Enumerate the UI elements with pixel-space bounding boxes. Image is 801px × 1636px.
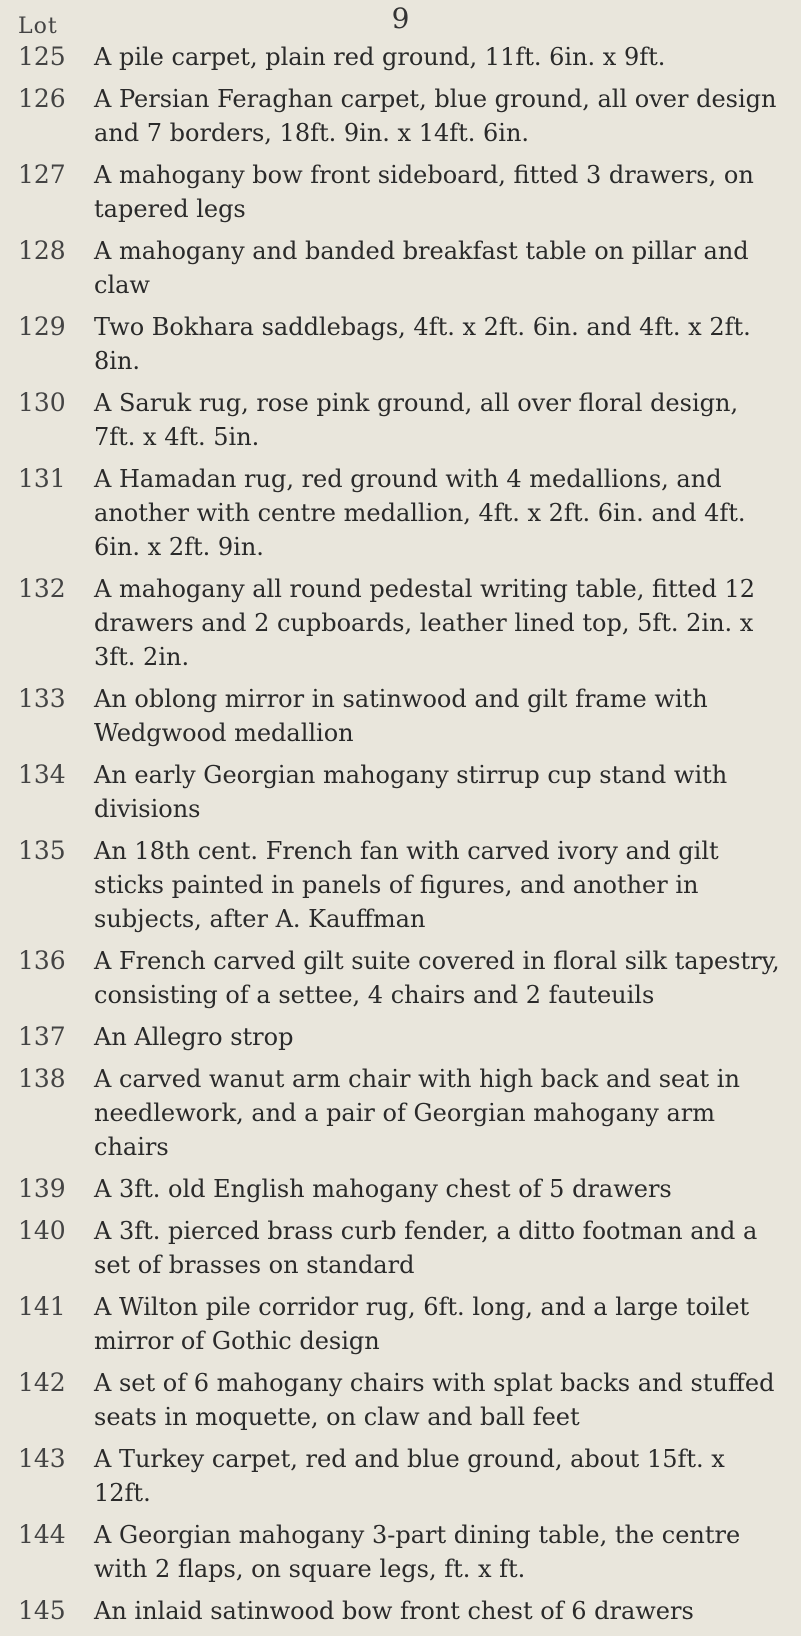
lot-entry — [0, 758, 801, 826]
lot-entry — [0, 944, 801, 1012]
lot-description: A Saruk rug, rose pink ground, all over floral design, 7ft. x 4ft. 5in. — [94, 389, 739, 451]
lot-number: 139 — [18, 1174, 66, 1203]
lot-number: 141 — [18, 1292, 66, 1321]
lot-description: A pile carpet, plain red ground, 11ft. 6in. x 9ft. — [94, 43, 666, 71]
lot-description: Two Bokhara saddlebags, 4ft. x 2ft. 6in. and 4ft. x 2ft. 8in. — [94, 313, 751, 375]
lot-description: A 3ft. old English mahogany chest of 5 drawers — [94, 1175, 672, 1203]
lot-number: 133 — [18, 684, 66, 713]
lot-number: 137 — [18, 1022, 66, 1051]
lot-description: An Allegro strop — [94, 1023, 294, 1051]
lot-number: 135 — [18, 836, 66, 865]
lot-entry — [0, 1594, 801, 1628]
lot-number: 130 — [18, 388, 66, 417]
lot-entry — [0, 234, 801, 302]
lot-description: An early Georgian mahogany stirrup cup stand with divisions — [94, 761, 728, 823]
page-number: 9 — [391, 2, 410, 35]
lot-list — [0, 40, 801, 1636]
lot-column-header: Lot — [18, 14, 58, 39]
lot-entry — [0, 682, 801, 750]
lot-number: 145 — [18, 1596, 66, 1625]
lot-description: An inlaid satinwood bow front chest of 6 drawers — [94, 1597, 694, 1625]
lot-number: 132 — [18, 574, 66, 603]
lot-description: A Turkey carpet, red and blue ground, about 15ft. x 12ft. — [94, 1445, 725, 1507]
lot-description: A mahogany and banded breakfast table on pillar and claw — [94, 237, 749, 299]
lot-entry — [0, 1020, 801, 1054]
lot-description: A 3ft. pierced brass curb fender, a ditto footman and a set of brasses on standard — [94, 1217, 758, 1279]
lot-description: A French carved gilt suite covered in floral silk tapestry, consisting of a settee, 4 chairs and 2 fauteuils — [94, 947, 780, 1009]
lot-entry — [0, 1214, 801, 1282]
lot-number: 129 — [18, 312, 66, 341]
lot-entry — [0, 310, 801, 378]
lot-description: A Persian Feraghan carpet, blue ground, all over design and 7 borders, 18ft. 9in. x 14ft. 6in. — [94, 85, 777, 147]
lot-entry — [0, 386, 801, 454]
lot-entry — [0, 1062, 801, 1164]
lot-description: A set of 6 mahogany chairs with splat backs and stuffed seats in moquette, on claw and ball feet — [94, 1369, 775, 1431]
lot-description: A mahogany bow front sideboard, fitted 3 drawers, on tapered legs — [94, 161, 754, 223]
lot-number: 131 — [18, 464, 66, 493]
lot-description: A mahogany all round pedestal writing table, fitted 12 drawers and 2 cupboards, leather lined top, 5ft. 2in. x 3ft. 2in. — [94, 575, 756, 671]
lot-entry — [0, 1442, 801, 1510]
lot-number: 140 — [18, 1216, 66, 1245]
lot-entry — [0, 1290, 801, 1358]
lot-description: A Wilton pile corridor rug, 6ft. long, and a large toilet mirror of Gothic design — [94, 1293, 750, 1355]
lot-entry — [0, 834, 801, 936]
lot-entry — [0, 462, 801, 564]
lot-entry — [0, 1366, 801, 1434]
lot-description: An 18th cent. French fan with carved ivory and gilt sticks painted in panels of figures, and another in subjects, after A. Kauffman — [94, 837, 719, 933]
lot-description: A Hamadan rug, red ground with 4 medallions, and another with centre medallion, 4ft. x 2ft. 6in. and 4ft. 6in. x 2ft. 9in. — [94, 465, 746, 561]
lot-number: 136 — [18, 946, 66, 975]
lot-number: 143 — [18, 1444, 66, 1473]
lot-entry — [0, 82, 801, 150]
lot-entry — [0, 40, 801, 74]
lot-number: 127 — [18, 160, 66, 189]
lot-description: An oblong mirror in satinwood and gilt frame with Wedgwood medallion — [94, 685, 708, 747]
lot-entry — [0, 1518, 801, 1586]
lot-entry — [0, 572, 801, 674]
lot-number: 134 — [18, 760, 66, 789]
lot-number: 125 — [18, 42, 66, 71]
lot-description: A Georgian mahogany 3-part dining table, the centre with 2 flaps, on square legs, ft. x ft. — [94, 1521, 741, 1583]
lot-number: 144 — [18, 1520, 66, 1549]
lot-number: 138 — [18, 1064, 66, 1093]
lot-entry — [0, 1172, 801, 1206]
lot-description: A carved wanut arm chair with high back and seat in needlework, and a pair of Georgian mahogany arm chairs — [94, 1065, 740, 1161]
lot-number: 142 — [18, 1368, 66, 1397]
lot-number: 126 — [18, 84, 66, 113]
lot-entry — [0, 158, 801, 226]
lot-number: 128 — [18, 236, 66, 265]
